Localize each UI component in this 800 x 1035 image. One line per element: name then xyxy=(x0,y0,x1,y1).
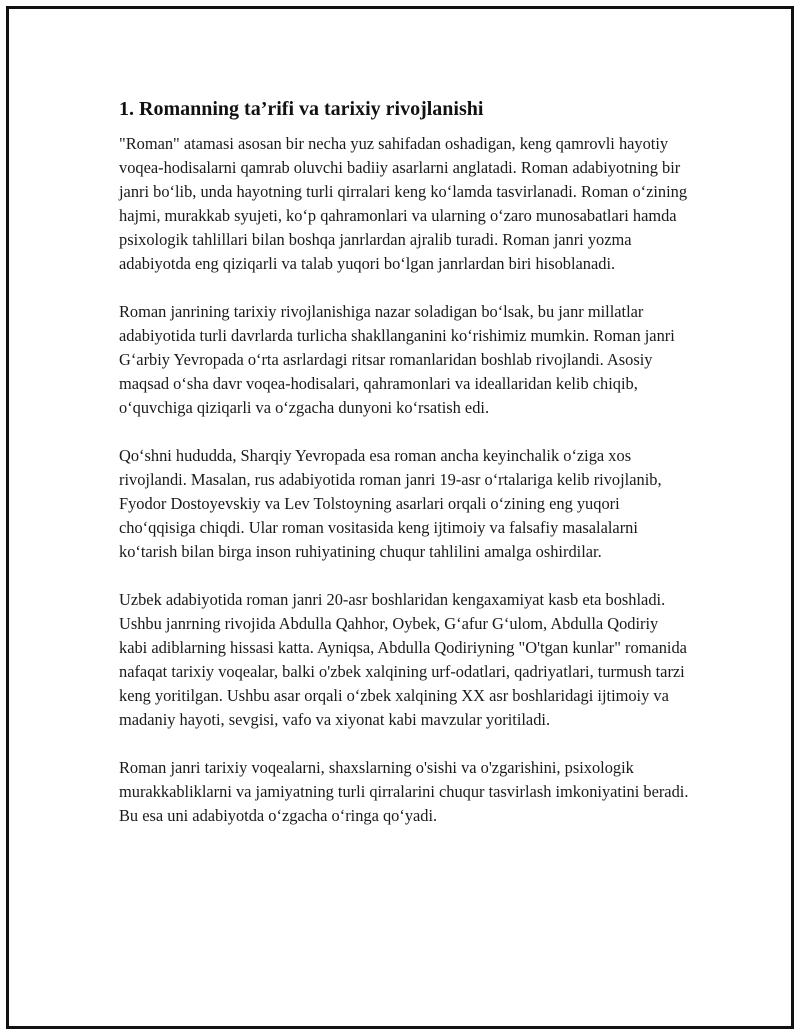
paragraph: "Roman" atamasi asosan bir necha yuz sahifadan oshadigan, keng qamrovli hayotiy voqea-hodisalarni qamrab oluvchi badiiy asarlarni anglatadi. Roman adabiyotning bir janri bo‘lib, unda hayotning turli qirralari keng ko‘lamda tasvirlanadi. Roman o‘zining hajmi, murakkab syujeti, ko‘p qahramonlari va ularning o‘zaro munosabatlari hamda psixologik tahlillari bilan boshqa janrlardan ajralib turadi. Roman janri yozma adabiyotda eng qiziqarli va talab yuqori bo‘lgan janrlardan biri hisoblanadi. xyxy=(119,134,688,273)
paragraph: Roman janrining tarixiy rivojlanishiga nazar soladigan bo‘lsak, bu janr millatlar adabiyotida turli davrlarda turlicha shakllanganini ko‘rishimiz mumkin. Roman janri G‘arbiy Yevropada o‘rta asrlardagi ritsar romanlaridan boshlab rivojlandi. Asosiy maqsad o‘sha davr voqea-hodisalari, qahramonlari va ideallaridan kelib chiqib, o‘quvchiga qiziqarli va o‘zgacha dunyoni ko‘rsatish edi. xyxy=(119,302,675,417)
paragraph: Qo‘shni hududda, Sharqiy Yevropada esa roman ancha keyinchalik o‘ziga xos rivojlandi. Masalan, rus adabiyotida roman janri 19-asr o‘rtalariga kelib rivojlanib, Fyodor Dostoyevskiy va Lev Tolstoyning asarlari orqali o‘zining eng yuqori cho‘qqisiga chiqdi. Ular roman vositasida keng ijtimoiy va falsafiy masalalarni ko‘tarish bilan birga inson ruhiyatining chuqur tahlilini amalga oshirdilar. xyxy=(119,446,662,561)
paragraph: Roman janri tarixiy voqealarni, shaxslarning o'sishi va o'zgarishini, psixologik murakkabliklarni va jamiyatning turli qirralarini chuqur tasvirlash imkoniyatini beradi. Bu esa uni adabiyotda o‘zgacha o‘ringa qo‘yadi. xyxy=(119,758,689,825)
document-body xyxy=(119,95,689,852)
section-heading: 1. Romanning ta’rifi va tarixiy rivojlanishi xyxy=(119,98,484,120)
document-page xyxy=(6,6,794,1029)
paragraph: Uzbek adabiyotida roman janri 20-asr boshlaridan kengaxamiyat kasb eta boshladi. Ushbu janrning rivojida Abdulla Qahhor, Oybek, G‘afur G‘ulom, Abdulla Qodiriy kabi adiblarning hissasi katta. Ayniqsa, Abdulla Qodiriyning "O'tgan kunlar" romanida nafaqat tarixiy voqealar, balki o'zbek xalqining urf-odatlari, qadriyatlari, turmush tarzi keng yoritilgan. Ushbu asar orqali o‘zbek xalqining XX asr boshlaridagi ijtimoiy va madaniy hayoti, sevgisi, vafo va xiyonat kabi mavzular yoritiladi. xyxy=(119,590,687,729)
